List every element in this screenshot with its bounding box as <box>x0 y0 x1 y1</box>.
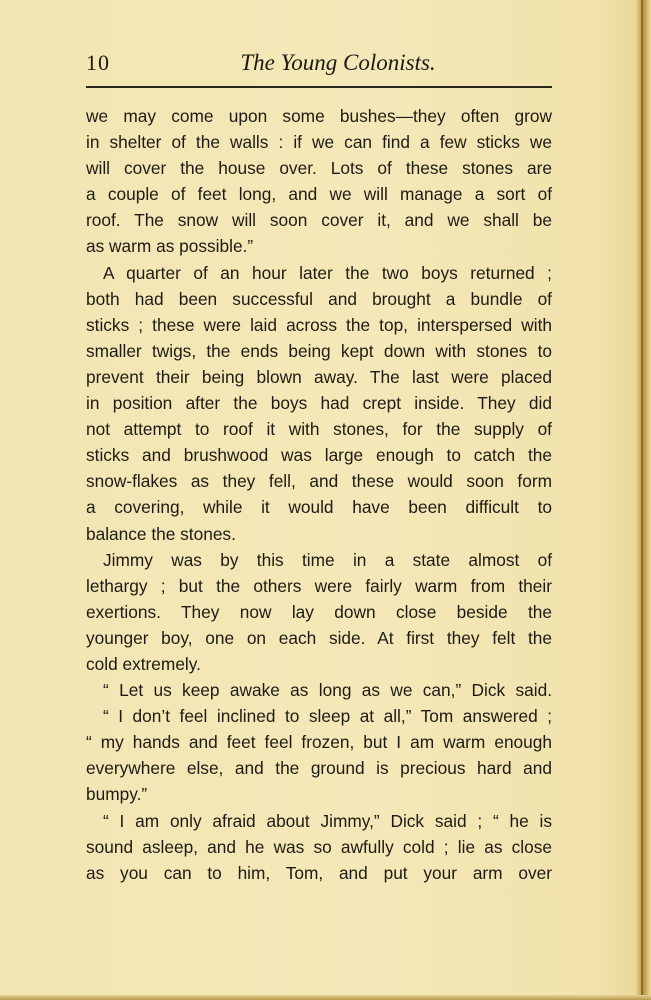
page-bottom-edge <box>0 995 651 1000</box>
running-title: The Young Colonists. <box>240 50 436 75</box>
text-line: not attempt to roof it with stones, for the supply of <box>86 419 552 440</box>
text-line: a covering, while it would have been difficult to <box>86 497 552 518</box>
page-edge-shadow <box>635 0 651 1000</box>
text-line: sticks and brushwood was large enough to catch the <box>86 445 552 466</box>
text-line: in shelter of the walls : if we can find a few sticks we <box>86 132 552 153</box>
text-line: sound asleep, and he was so awfully cold ; lie as close <box>86 836 552 857</box>
text-line: balance the stones. <box>86 523 236 544</box>
text-line: “ I don’t feel inclined to sleep at all,” Tom answered ; <box>103 706 552 727</box>
text-line: smaller twigs, the ends being kept down with stones to <box>86 340 552 361</box>
text-line: a couple of feet long, and we will manage a sort of <box>86 184 552 205</box>
page-header <box>86 50 552 80</box>
text-line: everywhere else, and the ground is precious hard and <box>86 758 552 779</box>
text-line: A quarter of an hour later the two boys returned ; <box>103 262 552 283</box>
text-line: snow-flakes as they fell, and these would soon form <box>86 471 552 492</box>
text-line: bumpy.” <box>86 784 148 805</box>
text-line: roof. The snow will soon cover it, and we shall be <box>86 210 552 231</box>
header-rule <box>86 86 552 88</box>
text-line: as you can to him, Tom, and put your arm over <box>86 862 552 883</box>
text-line: cold extremely. <box>86 653 201 674</box>
body-text <box>86 103 552 886</box>
text-line: sticks ; these were laid across the top, interspersed with <box>86 314 552 335</box>
text-line: “ Let us keep awake as long as we can,” Dick said. <box>103 680 552 701</box>
text-line: “ my hands and feet feel frozen, but I am warm enough <box>86 732 552 753</box>
text-line: prevent their being blown away. The last were placed <box>86 366 552 387</box>
text-line: will cover the house over. Lots of these stones are <box>86 158 552 179</box>
text-line: both had been successful and brought a bundle of <box>86 288 552 309</box>
text-line: Jimmy was by this time in a state almost of <box>103 549 552 570</box>
text-line: we may come upon some bushes—they often grow <box>86 106 552 126</box>
text-line: exertions. They now lay down close beside the <box>86 601 552 622</box>
page-number: 10 <box>86 50 110 75</box>
text-line: younger boy, one on each side. At first they felt the <box>86 627 552 648</box>
text-line: “ I am only afraid about Jimmy,” Dick said ; “ he is <box>103 810 552 831</box>
page-edge-line <box>641 0 643 1000</box>
text-line: lethargy ; but the others were fairly warm from their <box>86 575 552 596</box>
text-line: as warm as possible.” <box>86 236 254 257</box>
text-line: in position after the boys had crept inside. They did <box>86 393 552 414</box>
